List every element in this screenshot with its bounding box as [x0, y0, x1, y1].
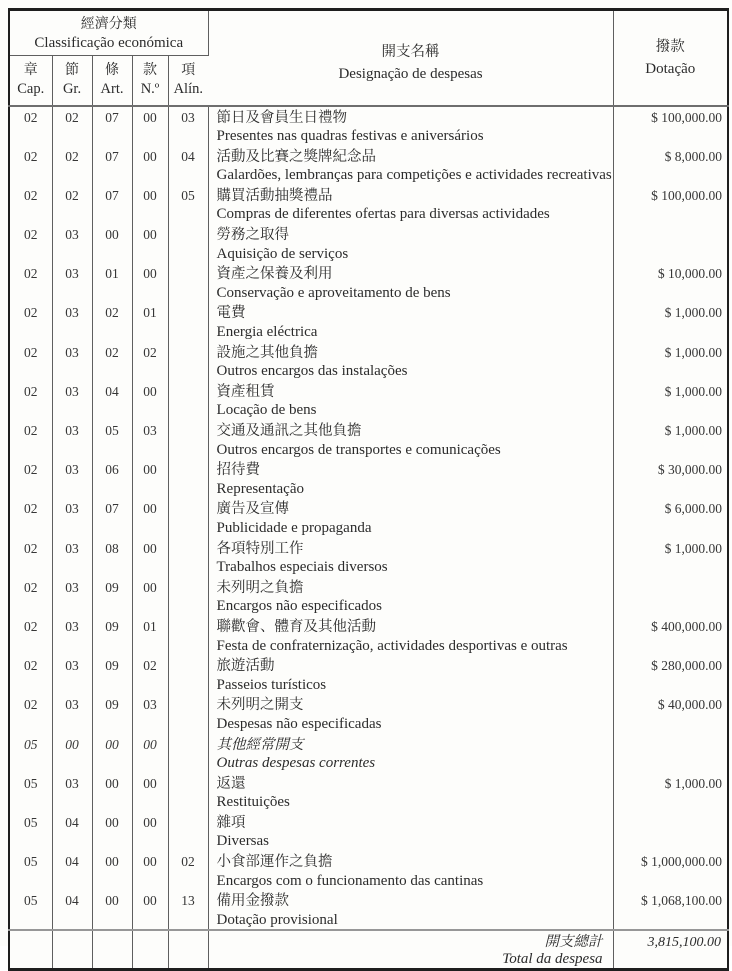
designation-zh: 資產租賃 [216, 383, 275, 400]
code-cell-n: 02 [132, 655, 168, 694]
code-cell-alin: 13 [168, 890, 208, 930]
amount-cell [613, 224, 728, 263]
code-cell-cap: 02 [9, 577, 52, 616]
designation-cell [208, 106, 613, 146]
classification-label-pt: Classificação económica [34, 34, 184, 51]
designation-zh: 備用金撥款 [216, 893, 290, 910]
code-cell-n: 00 [132, 812, 168, 851]
code-cell-n: 00 [132, 106, 168, 146]
col-header-n [132, 56, 168, 106]
col-n-pt: N.º [140, 81, 160, 98]
code-cell-art: 00 [92, 773, 132, 812]
table-row [9, 302, 728, 341]
code-cell-art: 00 [92, 890, 132, 930]
code-cell-n: 01 [132, 302, 168, 341]
designation-cell [208, 459, 613, 498]
code-cell-n: 03 [132, 694, 168, 733]
code-cell-cap: 02 [9, 655, 52, 694]
designation-pt: Presentes nas quadras festivas e aniversários [216, 128, 484, 145]
col-alin-pt: Alín. [173, 81, 203, 98]
amount-cell: $ 100,000.00 [651, 187, 723, 203]
code-cell-n: 00 [132, 773, 168, 812]
table-body [9, 106, 728, 931]
designation-cell [208, 146, 613, 185]
code-cell-gr: 03 [52, 655, 92, 694]
total-empty-alin [168, 930, 208, 970]
code-cell-gr: 03 [52, 420, 92, 459]
code-cell-alin [168, 694, 208, 733]
code-cell-n: 00 [132, 146, 168, 185]
table-row [9, 420, 728, 459]
code-cell-alin [168, 224, 208, 263]
table-row [9, 185, 728, 224]
designation-zh: 旅遊活動 [216, 658, 275, 675]
col-header-cap [9, 56, 52, 106]
code-cell-alin [168, 342, 208, 381]
amount-cell: $ 1,000.00 [664, 423, 723, 438]
table-row [9, 538, 728, 577]
total-amount: 3,815,100.00 [613, 930, 728, 970]
designation-cell [208, 381, 613, 420]
code-cell-gr: 02 [52, 106, 92, 146]
designation-zh: 其他經常開支 [216, 736, 304, 753]
code-cell-art: 09 [92, 616, 132, 655]
designation-cell [208, 694, 613, 733]
code-cell-art: 07 [92, 146, 132, 185]
designation-pt: Energia eléctrica [216, 324, 318, 341]
designation-zh: 返還 [216, 775, 246, 792]
designation-zh: 雜項 [216, 814, 246, 831]
total-label-zh: 開支總計 [544, 934, 603, 951]
code-cell-cap: 02 [9, 302, 52, 341]
code-cell-alin [168, 616, 208, 655]
code-cell-gr: 03 [52, 224, 92, 263]
code-cell-alin [168, 459, 208, 498]
designation-zh: 節日及會員生日禮物 [216, 109, 348, 126]
code-cell-n: 00 [132, 498, 168, 537]
code-cell-cap: 02 [9, 146, 52, 185]
code-cell-alin [168, 381, 208, 420]
amount-cell: $ 6,000.00 [664, 501, 723, 517]
designation-zh: 設施之其他負擔 [216, 344, 319, 361]
code-cell-n: 02 [132, 342, 168, 381]
code-cell-art: 07 [92, 106, 132, 146]
designation-pt: Outros encargos de transportes e comunicações [216, 441, 501, 458]
code-cell-cap: 05 [9, 851, 52, 890]
col-header-gr [52, 56, 92, 106]
code-cell-n: 03 [132, 420, 168, 459]
total-row [9, 930, 728, 970]
amount-cell [613, 734, 728, 773]
col-header-alin [168, 56, 208, 106]
designation-pt: Publicidade e propaganda [216, 519, 372, 536]
budget-table [8, 8, 729, 971]
code-cell-alin: 04 [168, 146, 208, 185]
amount-cell [613, 812, 728, 851]
code-cell-cap: 02 [9, 694, 52, 733]
code-cell-alin [168, 263, 208, 302]
code-cell-alin [168, 420, 208, 459]
designation-pt: Restituições [216, 794, 290, 811]
table-row [9, 381, 728, 420]
total-empty-gr [52, 930, 92, 970]
designation-cell [208, 538, 613, 577]
table-row [9, 616, 728, 655]
amount-cell: $ 1,068,100.00 [641, 893, 723, 909]
code-cell-n: 00 [132, 224, 168, 263]
code-cell-cap: 02 [9, 498, 52, 537]
code-cell-cap: 05 [9, 773, 52, 812]
amount-cell: $ 8,000.00 [664, 148, 723, 164]
designation-pt: Representação [216, 480, 304, 497]
designation-zh: 交通及通訊之其他負擔 [216, 423, 362, 439]
code-cell-art: 04 [92, 381, 132, 420]
code-cell-gr: 03 [52, 616, 92, 655]
table-row [9, 577, 728, 616]
code-cell-cap: 05 [9, 812, 52, 851]
code-cell-n: 00 [132, 263, 168, 302]
total-empty-cap [9, 930, 52, 970]
designation-zh: 未列明之負擔 [216, 579, 304, 596]
designation-zh: 電費 [216, 305, 246, 322]
code-cell-alin [168, 577, 208, 616]
designation-cell [208, 773, 613, 812]
table-row [9, 342, 728, 381]
dotacao-header [613, 10, 728, 106]
designation-zh: 小食部運作之負擔 [216, 854, 333, 871]
designation-zh: 招待費 [216, 462, 261, 479]
amount-cell: $ 1,000.00 [664, 383, 723, 399]
code-cell-alin [168, 734, 208, 773]
code-cell-cap: 02 [9, 538, 52, 577]
code-cell-alin [168, 498, 208, 537]
code-cell-gr: 02 [52, 146, 92, 185]
code-cell-gr: 04 [52, 851, 92, 890]
code-cell-gr: 03 [52, 381, 92, 420]
code-cell-cap: 02 [9, 185, 52, 224]
col-header-art [92, 56, 132, 106]
designation-pt: Compras de diferentes ofertas para diversas actividades [216, 206, 550, 223]
designation-pt: Locação de bens [216, 402, 317, 419]
table-row [9, 734, 728, 773]
designation-pt: Diversas [216, 833, 270, 850]
total-empty-n [132, 930, 168, 970]
code-cell-alin [168, 302, 208, 341]
code-cell-gr: 04 [52, 812, 92, 851]
designation-zh: 未列明之開支 [216, 697, 304, 714]
code-cell-art: 07 [92, 185, 132, 224]
designation-cell [208, 420, 613, 459]
designation-cell [208, 498, 613, 537]
code-cell-alin: 05 [168, 185, 208, 224]
designation-cell [208, 616, 613, 655]
code-cell-alin [168, 812, 208, 851]
code-cell-art: 02 [92, 342, 132, 381]
col-art-zh: 條 [105, 63, 119, 79]
code-cell-n: 00 [132, 851, 168, 890]
code-cell-alin: 03 [168, 106, 208, 146]
code-cell-n: 00 [132, 577, 168, 616]
code-cell-gr: 03 [52, 694, 92, 733]
table-row [9, 890, 728, 930]
code-cell-art: 00 [92, 812, 132, 851]
code-cell-cap: 02 [9, 224, 52, 263]
table-row [9, 263, 728, 302]
amount-cell: $ 10,000.00 [657, 266, 723, 282]
designation-pt: Trabalhos especiais diversos [216, 559, 388, 576]
code-cell-art: 00 [92, 851, 132, 890]
designation-cell [208, 342, 613, 381]
code-cell-gr: 03 [52, 342, 92, 381]
amount-cell: $ 30,000.00 [657, 462, 723, 478]
col-alin-zh: 項 [181, 63, 196, 79]
code-cell-gr: 03 [52, 577, 92, 616]
table-row [9, 773, 728, 812]
total-label-cell [208, 930, 613, 970]
table-row [9, 146, 728, 185]
designation-pt: Despesas não especificadas [216, 715, 382, 732]
table-footer [9, 930, 728, 970]
code-cell-cap: 02 [9, 342, 52, 381]
code-cell-art: 00 [92, 224, 132, 263]
col-n-zh: 款 [143, 63, 157, 79]
code-cell-n: 00 [132, 890, 168, 930]
designation-pt: Encargos com o funcionamento das cantinas [216, 872, 484, 889]
designation-pt: Dotação provisional [216, 911, 338, 928]
code-cell-cap: 02 [9, 381, 52, 420]
table-row [9, 812, 728, 851]
designation-label-zh: 開支名稱 [381, 43, 440, 60]
code-cell-art: 01 [92, 263, 132, 302]
code-cell-art: 08 [92, 538, 132, 577]
code-cell-n: 00 [132, 459, 168, 498]
code-cell-art: 06 [92, 459, 132, 498]
amount-cell: $ 1,000.00 [664, 344, 723, 360]
designation-zh: 勞務之取得 [216, 227, 290, 244]
designation-pt: Galardões, lembranças para competições e actividades recreativas [216, 167, 612, 184]
code-cell-n: 00 [132, 538, 168, 577]
amount-cell [613, 577, 728, 616]
code-cell-art: 00 [92, 734, 132, 773]
designation-cell [208, 185, 613, 224]
designation-label-pt: Designação de despesas [338, 65, 483, 82]
code-cell-n: 00 [132, 381, 168, 420]
code-cell-gr: 03 [52, 459, 92, 498]
amount-cell: $ 280,000.00 [651, 658, 723, 674]
code-cell-cap: 05 [9, 734, 52, 773]
table-header [9, 10, 728, 106]
total-label-pt: Total da despesa [502, 951, 603, 968]
designation-zh: 活動及比賽之獎牌紀念品 [216, 148, 377, 165]
code-cell-art: 09 [92, 655, 132, 694]
designation-cell [208, 577, 613, 616]
code-cell-gr: 04 [52, 890, 92, 930]
table-row [9, 851, 728, 890]
designation-cell [208, 224, 613, 263]
code-cell-art: 09 [92, 577, 132, 616]
code-cell-gr: 03 [52, 498, 92, 537]
dotacao-label-zh: 撥款 [655, 38, 685, 55]
code-cell-gr: 02 [52, 185, 92, 224]
table-row [9, 459, 728, 498]
col-art-pt: Art. [100, 81, 124, 98]
table-row [9, 655, 728, 694]
amount-cell: $ 1,000,000.00 [641, 854, 723, 870]
code-cell-art: 02 [92, 302, 132, 341]
code-cell-alin: 02 [168, 851, 208, 890]
designation-zh: 各項特別工作 [216, 540, 304, 557]
designation-pt: Encargos não especificados [216, 598, 383, 615]
table-row [9, 498, 728, 537]
code-cell-art: 07 [92, 498, 132, 537]
designation-zh: 購買活動抽獎禮品 [216, 187, 333, 204]
table-row [9, 106, 728, 146]
code-cell-gr: 03 [52, 302, 92, 341]
designation-pt: Outros encargos das instalações [216, 363, 408, 380]
designation-pt: Passeios turísticos [216, 676, 327, 693]
designation-pt: Conservação e aproveitamento de bens [216, 284, 451, 301]
amount-cell: $ 1,000.00 [664, 540, 723, 556]
amount-cell: $ 100,000.00 [651, 109, 723, 125]
designation-cell [208, 655, 613, 694]
designation-cell [208, 263, 613, 302]
code-cell-cap: 02 [9, 263, 52, 302]
col-gr-pt: Gr. [62, 81, 82, 98]
designation-cell [208, 812, 613, 851]
table-row [9, 224, 728, 263]
code-cell-cap: 02 [9, 616, 52, 655]
code-cell-n: 00 [132, 734, 168, 773]
designation-pt: Outras despesas correntes [216, 755, 376, 772]
classification-header [9, 10, 208, 56]
designation-zh: 聯歡會、體育及其他活動 [216, 618, 377, 635]
code-cell-cap: 02 [9, 106, 52, 146]
designation-cell [208, 851, 613, 890]
code-cell-cap: 02 [9, 459, 52, 498]
table-row [9, 694, 728, 733]
amount-cell: $ 400,000.00 [651, 618, 723, 634]
designation-zh: 廣告及宣傳 [216, 501, 290, 518]
designation-header [208, 10, 613, 106]
amount-cell: $ 1,000.00 [664, 775, 723, 791]
designation-zh: 資產之保養及利用 [216, 266, 333, 283]
code-cell-cap: 02 [9, 420, 52, 459]
code-cell-gr: 03 [52, 538, 92, 577]
code-cell-n: 00 [132, 185, 168, 224]
designation-cell [208, 890, 613, 930]
code-cell-alin [168, 655, 208, 694]
col-cap-pt: Cap. [17, 81, 45, 98]
amount-cell: $ 40,000.00 [657, 697, 723, 713]
designation-cell [208, 302, 613, 341]
designation-cell [208, 734, 613, 773]
code-cell-art: 09 [92, 694, 132, 733]
code-cell-alin [168, 538, 208, 577]
code-cell-art: 05 [92, 420, 132, 459]
designation-pt: Aquisição de serviços [216, 245, 349, 262]
dotacao-label-pt: Dotação [645, 60, 696, 77]
code-cell-gr: 03 [52, 263, 92, 302]
code-cell-gr: 03 [52, 773, 92, 812]
code-cell-cap: 05 [9, 890, 52, 930]
col-cap-zh: 章 [23, 63, 38, 79]
amount-cell: $ 1,000.00 [664, 305, 723, 321]
total-empty-art [92, 930, 132, 970]
col-gr-zh: 節 [65, 63, 79, 79]
designation-pt: Festa de confraternização, actividades desportivas e outras [216, 637, 568, 654]
code-cell-n: 01 [132, 616, 168, 655]
code-cell-gr: 00 [52, 734, 92, 773]
classification-label-zh: 經濟分類 [80, 16, 137, 32]
code-cell-alin [168, 773, 208, 812]
